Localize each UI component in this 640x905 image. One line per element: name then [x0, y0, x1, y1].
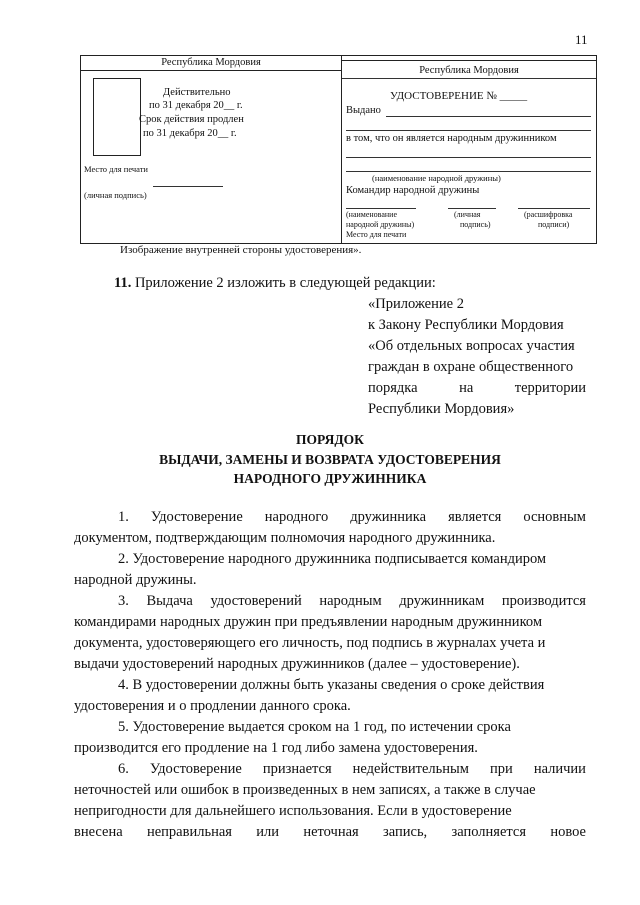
photo-placeholder	[93, 78, 141, 156]
word: народного	[264, 509, 329, 525]
word: производится	[501, 593, 586, 609]
word: при	[489, 761, 513, 777]
paragraph-4-line-2: удостоверения и о продлении данного срока.	[74, 698, 351, 714]
paragraph-3-line-2: командирами народных дружин при предъявлении народным дружинником	[74, 614, 543, 630]
appendix-line-4: граждан в охране общественного	[368, 359, 574, 375]
col2-line-1: (личная	[454, 210, 481, 219]
word: Удостоверение	[150, 509, 243, 525]
word: признается	[262, 761, 332, 777]
certificate-outer-side	[81, 56, 342, 243]
valid-line-2: по 31 декабря 20__ г.	[149, 100, 243, 111]
paragraph-2-line-2: народной дружины.	[74, 572, 197, 588]
certificate-caption: Изображение внутренней стороны удостоверения».	[120, 244, 362, 256]
paragraph-3-line-3: документа, удостоверяющего его личность, под подпись в журналах учета и	[74, 635, 546, 651]
word: наличии	[533, 761, 586, 777]
word: 3.	[118, 593, 129, 609]
paragraph-3-line-1	[118, 591, 586, 611]
stamp-place-left: Место для печати	[84, 164, 148, 174]
paragraph-1-line-1	[118, 507, 586, 527]
paragraph-6-line-2: неточностей или ошибок в произведенных в нем записях, а также в случае	[74, 782, 536, 798]
col3-line-1: (расшифровка	[524, 210, 573, 219]
member-text: в том, что он является народным дружинником	[346, 133, 557, 144]
appendix-word: территории	[514, 380, 586, 396]
squad-name-note: (наименование народной дружины)	[372, 173, 501, 183]
paragraph-2-line-1: 2. Удостоверение народного дружинника подписывается командиром	[118, 551, 547, 567]
appendix-line-1: «Приложение 2	[368, 296, 464, 312]
item-11-text: Приложение 2 изложить в следующей редакции:	[131, 275, 436, 291]
certificate-title: УДОСТОВЕРЕНИЕ № _____	[390, 90, 528, 102]
signature-line-left	[153, 186, 223, 187]
issued-line	[386, 116, 591, 117]
word: заполняется	[451, 824, 527, 840]
word: дружинника	[350, 509, 427, 525]
appendix-line-2: к Закону Республики Мордовия	[368, 317, 564, 333]
word: народным	[319, 593, 382, 609]
right-header-rule	[342, 78, 596, 79]
paragraph-5-line-1: 5. Удостоверение выдается сроком на 1 год, по истечении срока	[118, 719, 511, 735]
appendix-line-6: Республики Мордовия»	[368, 401, 515, 417]
issued-label: Выдано	[346, 105, 381, 116]
sig-line-3	[518, 208, 590, 209]
heading-line-3: НАРОДНОГО ДРУЖИННИКА	[233, 471, 427, 486]
word: Удостоверение	[149, 761, 242, 777]
extended-line-2: по 31 декабря 20__ г.	[143, 128, 237, 139]
extended-line-1: Срок действия продлен	[139, 114, 244, 125]
word: Выдача	[146, 593, 193, 609]
word: неправильная	[146, 824, 232, 840]
right-header: Республика Мордовия	[419, 65, 519, 76]
paragraph-4-line-1: 4. В удостоверении должны быть указаны сведения о сроке действия	[118, 677, 545, 693]
heading-line-2: ВЫДАЧИ, ЗАМЕНЫ И ВОЗВРАТА УДОСТОВЕРЕНИЯ	[159, 452, 501, 467]
heading-line-1: ПОРЯДОК	[296, 432, 364, 447]
word: удостоверений	[210, 593, 302, 609]
appendix-word: порядка	[368, 380, 418, 396]
appendix-line-3: «Об отдельных вопросах участия	[368, 338, 575, 354]
item-11	[114, 273, 436, 293]
sig-line-1	[346, 208, 416, 209]
word: 6.	[118, 761, 129, 777]
word: или	[256, 824, 280, 840]
right-top-rule	[342, 60, 596, 61]
valid-line-1: Действительно	[163, 87, 231, 98]
name-line-1	[346, 157, 591, 158]
sig-line-2	[448, 208, 496, 209]
paragraph-3-line-4: выдачи удостоверений народных дружинников (далее – удостоверение).	[74, 656, 520, 672]
paragraph-1-line-2: документом, подтверждающим полномочия народного дружинника.	[74, 530, 496, 546]
paragraph-6-line-1	[118, 759, 586, 779]
name-line-2	[346, 171, 591, 172]
personal-signature-left: (личная подпись)	[84, 190, 147, 200]
appendix-word: на	[459, 380, 474, 396]
word: новое	[550, 824, 586, 840]
word: недействительным	[352, 761, 469, 777]
commander-label: Командир народной дружины	[346, 185, 480, 196]
paragraph-6-line-4	[74, 822, 586, 842]
word: 1.	[118, 509, 129, 525]
issued-line-2	[346, 130, 591, 131]
certificate-table	[80, 55, 597, 244]
col2-line-2: подпись)	[460, 220, 491, 229]
word: внесена	[74, 824, 123, 840]
col1-line-1: (наименование	[346, 210, 398, 219]
item-11-number: 11.	[114, 275, 132, 291]
word: является	[448, 509, 502, 525]
word: запись,	[383, 824, 428, 840]
word: дружинникам	[399, 593, 485, 609]
paragraph-5-line-2: производится его продление на 1 год либо замена удостоверения.	[74, 740, 478, 756]
paragraph-6-line-3: непригодности для дальнейшего использования. Если в удостоверение	[74, 803, 512, 819]
certificate-inner-side	[342, 56, 596, 243]
left-header: Республика Мордовия	[81, 56, 341, 71]
col3-line-2: подписи)	[538, 220, 570, 229]
appendix-line-5	[368, 378, 586, 398]
page-number: 11	[575, 32, 588, 47]
col1-line-2: народной дружины)	[346, 220, 415, 229]
stamp-place-right: Место для печати	[346, 230, 407, 239]
word: неточная	[303, 824, 359, 840]
word: основным	[523, 509, 586, 525]
